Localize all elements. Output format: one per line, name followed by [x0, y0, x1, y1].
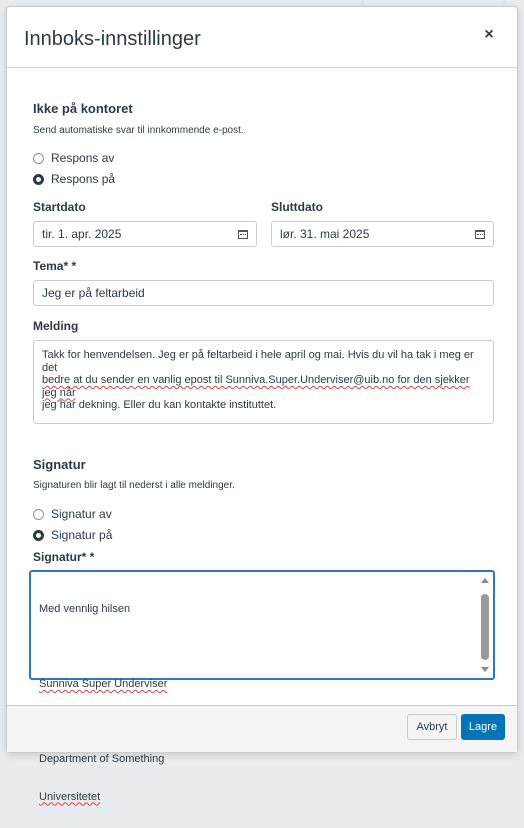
start-date-value: tir. 1. apr. 2025	[42, 227, 122, 241]
signature-line: Sunniva Super Underviser	[39, 678, 168, 690]
end-date-label: Sluttdato	[271, 200, 323, 214]
signature-field-label: Signatur* *	[33, 550, 95, 564]
message-textarea[interactable]	[33, 340, 494, 424]
out-of-office-description: Send automatiske svar til innkommende e-post.	[33, 125, 244, 136]
close-button[interactable]	[479, 25, 499, 45]
signature-line: Department of Something	[39, 753, 165, 765]
scroll-down-icon[interactable]	[481, 667, 489, 672]
radio-response-on[interactable]	[33, 171, 115, 187]
subject-input[interactable]	[33, 280, 494, 306]
subject-value: Jeg er på feltarbeid	[42, 286, 145, 300]
signature-line: Universitetet	[39, 790, 101, 803]
end-date-input[interactable]	[271, 221, 494, 247]
end-date-value: lør. 31. mai 2025	[280, 227, 370, 241]
message-line: Takk for henvendelsen. Jeg er på feltarbeid i hele april og mai. Hvis du vil ha tak i meg er det	[42, 349, 474, 374]
start-date-label: Startdato	[33, 200, 86, 214]
radio-label: Signatur på	[51, 528, 113, 542]
radio-off-icon	[33, 509, 44, 520]
close-icon: ×	[484, 26, 494, 43]
radio-label: Respons av	[51, 151, 115, 165]
message-line: bedre at du sender en vanlig epost til Sunniva.Super.Underviser@uib.no for den sjekker jeg når	[42, 374, 470, 399]
signature-title: Signatur	[33, 457, 86, 472]
signature-scrollbar[interactable]	[480, 576, 490, 674]
scroll-up-icon[interactable]	[481, 578, 489, 583]
out-of-office-title: Ikke på kontoret	[33, 101, 133, 116]
modal-title: Innboks-innstillinger	[24, 28, 201, 50]
radio-label: Signatur av	[51, 507, 112, 521]
inbox-settings-modal	[6, 6, 518, 803]
save-button[interactable]: Lagre	[461, 714, 505, 740]
radio-off-icon	[33, 153, 44, 164]
scroll-thumb[interactable]	[481, 594, 489, 660]
cancel-button[interactable]: Avbryt	[407, 714, 457, 740]
calendar-icon[interactable]	[475, 230, 485, 239]
start-date-input[interactable]	[33, 221, 257, 247]
modal-header	[7, 7, 517, 68]
modal-footer	[7, 705, 517, 752]
radio-on-icon	[33, 174, 44, 185]
radio-response-off[interactable]	[33, 150, 114, 166]
message-line: jeg har dekning. Eller du kan kontakte instituttet.	[42, 399, 277, 411]
radio-on-icon	[33, 530, 44, 541]
radio-label: Respons på	[51, 172, 116, 186]
calendar-icon[interactable]	[238, 230, 248, 239]
radio-signature-on[interactable]	[33, 527, 112, 543]
signature-description: Signaturen blir lagt til nederst i alle meldinger.	[33, 480, 235, 491]
message-label: Melding	[33, 319, 79, 333]
signature-line: Med vennlig hilsen	[39, 603, 131, 615]
signature-text	[39, 578, 167, 828]
radio-signature-off[interactable]	[33, 506, 112, 522]
signature-line	[39, 641, 167, 654]
subject-label: Tema* *	[33, 259, 77, 273]
